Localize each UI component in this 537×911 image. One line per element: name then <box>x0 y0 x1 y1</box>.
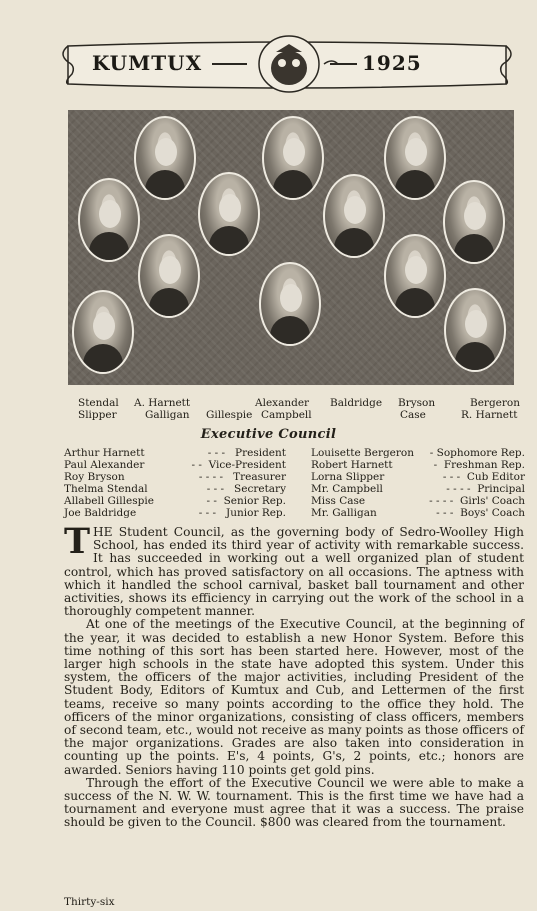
caption-name: A. Harnett <box>134 397 191 409</box>
roster-left <box>64 447 286 520</box>
drop-cap: T <box>64 521 91 562</box>
portrait <box>259 262 321 346</box>
caption-name: Slipper <box>78 409 117 421</box>
paragraph: At one of the meetings of the Executive Council, at the beginning of the year, it was decided to establish a new Honor System. Before this time nothing of this sort has been started here. However, most of the larger high schools in the state have adopted this system. Under this system, the officers of the major activities, including President of the Student Body, Editors of Kumtux and Cub, and Lettermen of the first teams, receive so many points according to the office they hold. The officers of the minor organizations, consisting of class officers, members of second team, etc., would not receive as many points as those officers of the major organizations. Grades are also taken into consideration in counting up the points. E's, 4 points, G's, 2 points, etc.; honors are awarded. Seniors having 110 points get gold pins. <box>64 617 524 777</box>
roster-row: Joe Baldridge - - - Junior Rep. <box>64 507 286 520</box>
page-number: Thirty-six <box>64 896 115 908</box>
portrait <box>443 180 505 264</box>
portrait <box>384 116 446 200</box>
roster-right <box>311 447 525 520</box>
roster-row: Allabell Gillespie - - Senior Rep. <box>64 495 286 508</box>
caption-name: Campbell <box>261 409 312 421</box>
caption-name: Galligan <box>145 409 190 421</box>
banner <box>62 36 512 96</box>
roster-row: Robert Harnett - Freshman Rep. <box>311 459 525 472</box>
portrait <box>138 234 200 318</box>
banner-year: 1925 <box>362 51 422 75</box>
body-text <box>64 521 524 830</box>
roster-row: Miss Case - - - - Girls' Coach <box>311 495 525 508</box>
caption-name: Gillespie <box>206 409 253 421</box>
caption-name: Alexander <box>255 397 310 409</box>
caption-name: Case <box>400 409 426 421</box>
section-title: Executive Council <box>200 427 337 442</box>
banner-title: KUMTUX <box>92 51 203 75</box>
caption-name: Bryson <box>398 397 436 409</box>
portrait <box>78 178 140 262</box>
portrait <box>384 234 446 318</box>
caption-name: R. Harnett <box>461 409 518 421</box>
caption-name: Bergeron <box>470 397 520 409</box>
caption-name: Baldridge <box>330 397 383 409</box>
roster-row: Lorna Slipper - - - Cub Editor <box>311 471 525 484</box>
portrait <box>444 288 506 372</box>
roster-row: Mr. Campbell - - - - Principal <box>311 483 525 496</box>
portrait <box>134 116 196 200</box>
portrait <box>262 116 324 200</box>
roster-row: Thelma Stendal - - - Secretary <box>64 483 286 496</box>
roster-row: Paul Alexander - - Vice-President <box>64 459 286 472</box>
portrait <box>198 172 260 256</box>
roster-row: Arthur Harnett - - - President <box>64 447 286 459</box>
roster-row: Roy Bryson - - - - Treasurer <box>64 471 286 484</box>
owl-emblem-icon <box>254 30 324 94</box>
caption-name: Stendal <box>78 397 119 409</box>
roster-row: Mr. Galligan - - - Boys' Coach <box>311 507 525 520</box>
group-photo <box>68 110 514 385</box>
portrait <box>323 174 385 258</box>
roster-row: Louisette Bergeron - Sophomore Rep. <box>311 447 525 459</box>
paragraph: THE Student Council, as the governing body of Sedro-Woolley High School, has ended its third year of activity with remarkable success. It has succeeded in working out a well organized plan of student control, which has proved satisfactory on all occasions. The aptness with which it handled the school carnival, basket ball tournament and other activities, shows its efficiency in carrying out the work of the school in a thoroughly competent manner. <box>64 521 524 619</box>
paragraph: Through the effort of the Executive Council we were able to make a success of the N. W. W. tournament. This is the first time we have had a tournament and everyone must agree that it was a success. The praise should be given to the Council. $800 was cleared from the tournament. <box>64 775 524 830</box>
portrait <box>72 290 134 374</box>
